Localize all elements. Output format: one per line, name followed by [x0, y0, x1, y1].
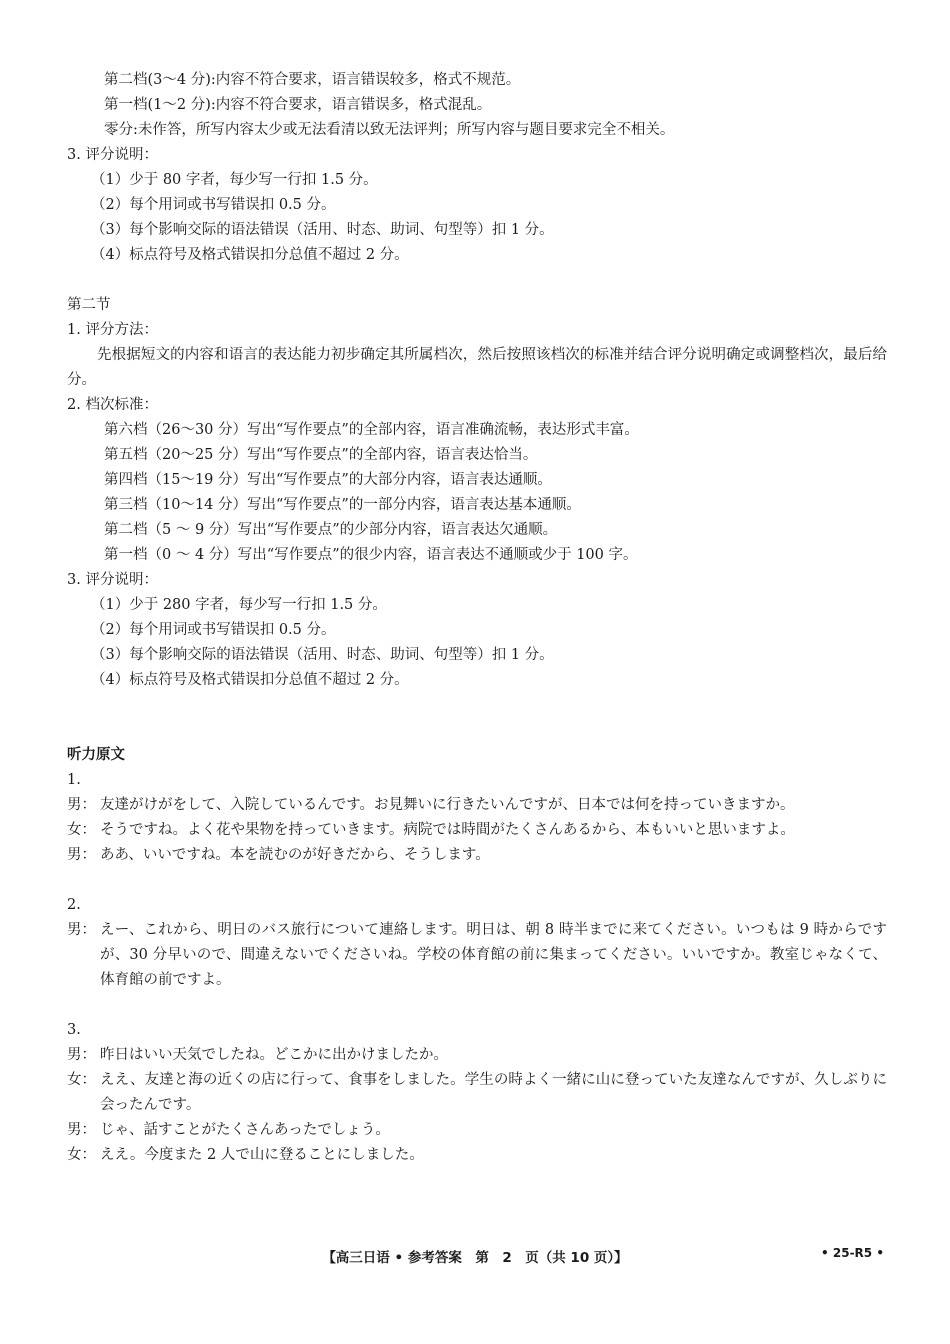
- method-text: 先根据短文的内容和语言的表达能力初步确定其所属档次，然后按照该档次的标准并结合评分说明确定或调整档次，最后给分。: [67, 347, 887, 388]
- level-item: 第二档（5 ～ 9 分）写出“写作要点”的少部分内容，语言表达欠通顺。: [104, 522, 558, 538]
- dialogue-q1: [67, 793, 887, 868]
- note-item: （3）每个影响交际的语法错误（活用、时态、助词、句型等）扣 1 分。: [91, 647, 554, 663]
- section1-grades: [67, 68, 887, 143]
- dialogue-line: [67, 793, 887, 818]
- dialogue-line: [67, 1043, 887, 1068]
- dialogue-line: [67, 818, 887, 843]
- method-title: 1. 评分方法：: [67, 322, 158, 338]
- speaker-label: 男：: [67, 797, 96, 813]
- dialogue-line: [67, 1068, 887, 1118]
- question-number: 3.: [67, 1022, 81, 1038]
- note-item: （1）少于 80 字者，每少写一行扣 1.5 分。: [91, 172, 378, 188]
- speaker-label: 女：: [67, 1072, 96, 1088]
- dialogue-q2: [67, 918, 887, 993]
- levels-title: 2. 档次标准：: [67, 397, 158, 413]
- utterance: 友達がけがをして、入院しているんです。お見舞いに行きたいんですが、日本では何を持っていきますか。: [100, 797, 795, 813]
- listening-title: 听力原文: [67, 747, 125, 763]
- level-item: 第六档（26～30 分）写出“写作要点”的全部内容，语言准确流畅，表达形式丰富。: [104, 422, 639, 438]
- level-item: 第三档（10～14 分）写出“写作要点”的一部分内容，语言表达基本通顺。: [104, 497, 581, 513]
- section2-notes-title: 3. 评分说明：: [67, 572, 158, 588]
- question-number: 1.: [67, 772, 81, 788]
- speaker-label: 男：: [67, 922, 96, 938]
- utterance: ええ、友達と海の近くの店に行って、食事をしました。学生の時よく一緒に山に登っていた友達なんですが、久しぶりに会ったんです。: [100, 1072, 887, 1113]
- section2-title: 第二节: [67, 297, 111, 313]
- dialogue-line: [67, 918, 887, 993]
- note-item: （1）少于 280 字者，每少写一行扣 1.5 分。: [91, 597, 387, 613]
- utterance: えー、これから、明日のバス旅行について連絡します。明日は、朝 8 時半までに来てください。いつもは 9 時からですが、30 分早いので、間違えないでくださいね。学校の体育館の前に集まってください。いいですか。教室じゃなくて、体育館の前ですよ。: [100, 922, 887, 988]
- utterance: じゃ、話すことがたくさんあったでしょう。: [100, 1122, 390, 1138]
- level-item: 第五档（20～25 分）写出“写作要点”的全部内容，语言表达恰当。: [104, 447, 538, 463]
- section2-notes: [67, 593, 887, 693]
- note-item: （3）每个影响交际的语法错误（活用、时态、助词、句型等）扣 1 分。: [91, 222, 554, 238]
- utterance: ええ。今度また 2 人で山に登ることにしました。: [100, 1147, 424, 1163]
- note-item: （4）标点符号及格式错误扣分总值不超过 2 分。: [91, 247, 409, 263]
- level-item: 第一档（0 ～ 4 分）写出“写作要点”的很少内容，语言表达不通顺或少于 100 字。: [104, 547, 638, 563]
- utterance: 昨日はいい天気でしたね。どこかに出かけましたか。: [100, 1047, 448, 1063]
- grade-item: 第二档(3～4 分):内容不符合要求，语言错误较多，格式不规范。: [104, 72, 521, 88]
- level-item: 第四档（15～19 分）写出“写作要点”的大部分内容，语言表达通顺。: [104, 472, 552, 488]
- document-page: [67, 68, 887, 1168]
- note-item: （2）每个用词或书写错误扣 0.5 分。: [91, 622, 336, 638]
- speaker-label: 女：: [67, 822, 96, 838]
- speaker-label: 男：: [67, 1047, 96, 1063]
- dialogue-line: [67, 1143, 887, 1168]
- grade-item: 零分:未作答，所写内容太少或无法看清以致无法评判；所写内容与题目要求完全不相关。: [104, 122, 675, 138]
- dialogue-q3: [67, 1043, 887, 1168]
- grade-item: 第一档(1～2 分):内容不符合要求，语言错误多，格式混乱。: [104, 97, 492, 113]
- note-item: （4）标点符号及格式错误扣分总值不超过 2 分。: [91, 672, 409, 688]
- utterance: ああ、いいですね。本を読むのが好きだから、そうします。: [100, 847, 490, 863]
- dialogue-line: [67, 1118, 887, 1143]
- speaker-label: 男：: [67, 847, 96, 863]
- speaker-label: 男：: [67, 1122, 96, 1138]
- utterance: そうですね。よく花や果物を持っていきます。病院では時間がたくさんあるから、本もいいと思いますよ。: [100, 822, 795, 838]
- footer-page-info: 【高三日语 • 参考答案 第 2 页（共 10 页）】: [322, 1250, 628, 1266]
- levels-list: [67, 418, 887, 568]
- footer-code: • 25-R5 •: [821, 1246, 884, 1260]
- section1-notes: [67, 168, 887, 268]
- dialogue-line: [67, 843, 887, 868]
- note-item: （2）每个用词或书写错误扣 0.5 分。: [91, 197, 336, 213]
- speaker-label: 女：: [67, 1147, 96, 1163]
- section1-notes-title: 3. 评分说明：: [67, 147, 158, 163]
- question-number: 2.: [67, 897, 81, 913]
